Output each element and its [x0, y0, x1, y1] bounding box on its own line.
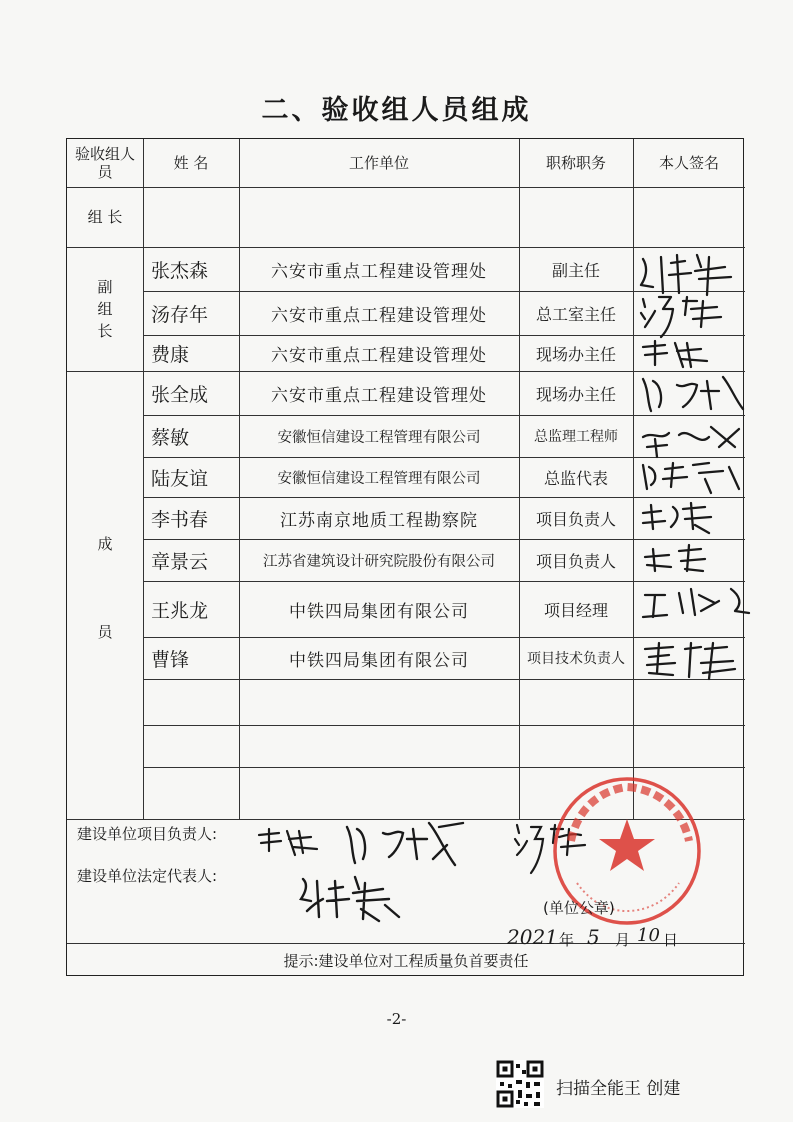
member-signature	[639, 499, 719, 541]
member-signature	[639, 337, 719, 377]
date-year-label: 年	[559, 931, 575, 949]
member-unit: 六安市重点工程建设管理处	[271, 261, 487, 282]
header-position: 职称职务	[545, 154, 606, 172]
member-unit: 中铁四局集团有限公司	[289, 650, 469, 671]
project-leader-label: 建设单位项目负责人:	[77, 825, 218, 843]
member-signature	[639, 541, 719, 583]
member-signature	[639, 583, 759, 639]
date-year: 2021	[507, 925, 558, 949]
member-position: 副主任	[551, 260, 600, 280]
seal-label: (单位公章)	[543, 899, 615, 917]
row-divider	[143, 725, 745, 726]
member-signature	[639, 249, 739, 293]
member-name: 张杰森	[151, 259, 209, 282]
group-member-bottom: 员	[97, 623, 113, 641]
member-unit: 安徽恒信建设工程管理有限公司	[277, 470, 481, 487]
group-deputy: 副 组 长	[97, 278, 113, 340]
member-position: 总监理工程师	[534, 429, 618, 445]
group-leader: 组 长	[87, 208, 123, 226]
date-day: 10	[637, 925, 660, 946]
member-signature	[639, 293, 735, 337]
header-group: 验收组人 员	[74, 145, 135, 181]
member-name: 曹锋	[151, 648, 190, 671]
member-position: 总监代表	[543, 468, 608, 488]
group-member-top: 成	[97, 535, 113, 553]
col-divider	[633, 139, 634, 819]
member-unit: 江苏省建筑设计研究院股份有限公司	[263, 553, 495, 570]
scanner-watermark: 扫描全能王 创建	[556, 1079, 681, 1099]
member-name: 陆友谊	[151, 467, 209, 490]
member-name: 章景云	[151, 550, 209, 573]
signature-zhang-quancheng-bottom	[343, 819, 473, 873]
legal-rep-label: 建设单位法定代表人:	[77, 867, 218, 885]
member-unit: 六安市重点工程建设管理处	[271, 385, 487, 406]
header-name: 姓 名	[173, 154, 209, 172]
member-unit: 六安市重点工程建设管理处	[271, 305, 487, 326]
member-position: 项目负责人	[535, 551, 616, 571]
responsibility-note: 提示:建设单位对工程质量负首要责任	[283, 951, 529, 970]
date-month-label: 月	[615, 931, 631, 949]
member-name: 费康	[151, 343, 190, 366]
qr-code-icon	[496, 1060, 544, 1108]
member-name: 汤存年	[151, 303, 209, 326]
member-position: 现场办主任	[535, 384, 616, 404]
date-day-label: 日	[663, 931, 679, 949]
page-title: 二、验收组人员组成	[261, 95, 532, 126]
member-signature	[639, 459, 749, 499]
member-name: 王兆龙	[151, 599, 209, 622]
member-position: 项目经理	[543, 600, 608, 620]
member-unit: 中铁四局集团有限公司	[289, 601, 469, 622]
member-name: 蔡敏	[151, 426, 190, 449]
member-unit: 六安市重点工程建设管理处	[271, 345, 487, 366]
header-unit: 工作单位	[348, 154, 409, 172]
signature-fei-kang-bottom	[255, 825, 325, 863]
row-divider	[143, 767, 745, 768]
signature-zhang-jiesen-bottom	[299, 871, 409, 931]
member-signature	[639, 417, 749, 459]
member-position: 项目技术负责人	[527, 651, 625, 667]
row-divider	[67, 187, 745, 188]
page-number: -2-	[386, 1010, 407, 1028]
col-divider	[143, 139, 144, 819]
acceptance-team-table	[66, 138, 744, 976]
member-position: 总工室主任	[535, 304, 616, 324]
member-name: 李书春	[151, 508, 209, 531]
member-signature	[639, 373, 749, 417]
member-position: 现场办主任	[535, 344, 616, 364]
col-divider	[519, 139, 520, 819]
member-signature	[639, 639, 749, 681]
member-unit: 安徽恒信建设工程管理有限公司	[277, 429, 481, 446]
member-name: 张全成	[151, 383, 209, 406]
header-signature: 本人签名	[658, 154, 719, 172]
col-divider	[239, 139, 240, 819]
date-month: 5	[587, 925, 600, 949]
member-position: 项目负责人	[535, 509, 616, 529]
member-unit: 江苏南京地质工程勘察院	[280, 510, 478, 531]
